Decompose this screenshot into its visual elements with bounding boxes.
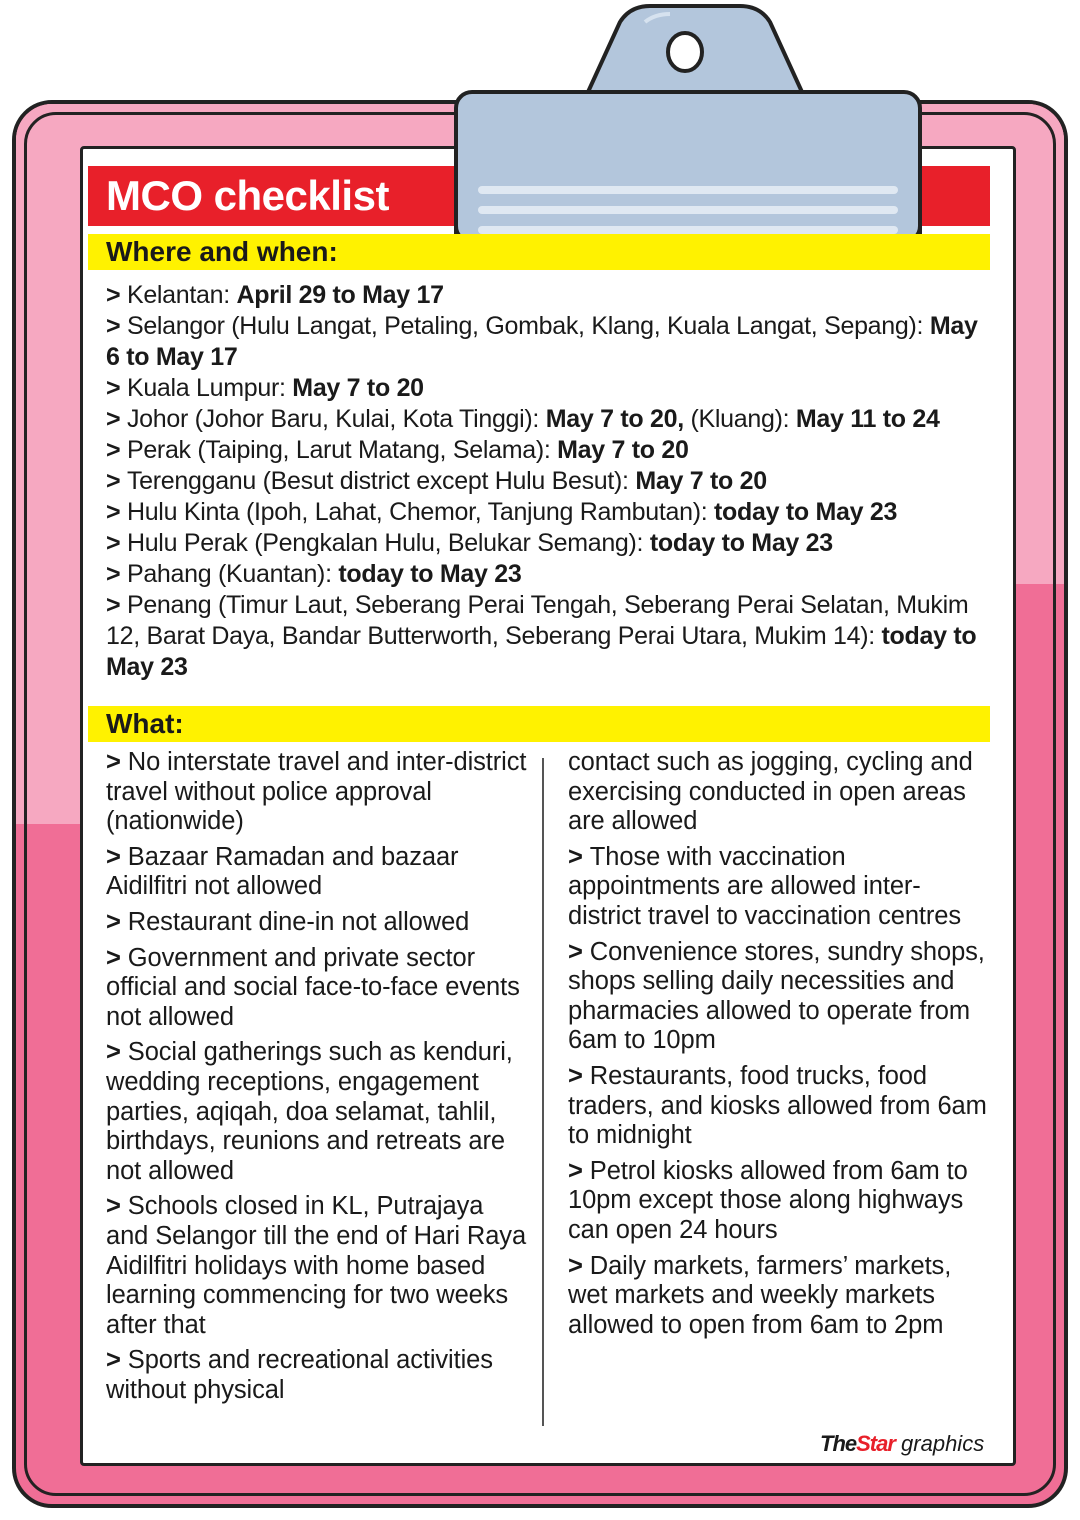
what-item: contact such as jogging, cycling and exercising conducted in open areas are allowed [568, 748, 973, 836]
what-list-left [106, 748, 531, 1411]
where-list [106, 280, 996, 683]
where-item-pahang: > Pahang (Kuantan): today to May 23 [106, 560, 522, 588]
what-item: > Petrol kiosks allowed from 6am to 10pm except those along highways can open 24 hours [568, 1156, 968, 1244]
where-item-terengganu: > Terengganu (Besut district except Hulu Besut): May 7 to 20 [106, 467, 767, 495]
what-item: > Bazaar Ramadan and bazaar Aidilfitri not allowed [106, 842, 459, 901]
where-item-penang: > Penang (Timur Laut, Seberang Perai Tengah, Seberang Perai Selatan, Mukim 12, Barat Daya, Bandar Butterworth, Seberang Perai Utara, Mukim 14): today to May 23 [106, 591, 977, 681]
where-item-kelantan: > Kelantan: April 29 to May 17 [106, 281, 444, 309]
where-item-hulu-kinta: > Hulu Kinta (Ipoh, Lahat, Chemor, Tanjung Rambutan): today to May 23 [106, 498, 898, 526]
what-item: > Social gatherings such as kenduri, wedding receptions, engagement parties, aqiqah, doa selamat, tahlil, birthdays, reunions and retreats are not allowed [106, 1038, 513, 1185]
clipboard-clip-icon [440, 0, 940, 265]
where-item-kuala-lumpur: > Kuala Lumpur: May 7 to 20 [106, 374, 424, 402]
what-item: > Schools closed in KL, Putrajaya and Selangor till the end of Hari Raya Aidilfitri holidays with home based learning commencing for two weeks after that [106, 1192, 527, 1339]
what-item: > Restaurants, food trucks, food traders, and kiosks allowed from 6am to midnight [568, 1061, 987, 1150]
column-divider [542, 758, 544, 1426]
what-item: > Daily markets, farmers’ markets, wet markets and weekly markets allowed to open from 6am to 2pm [568, 1251, 952, 1339]
where-item-hulu-perak: > Hulu Perak (Pengkalan Hulu, Belukar Semang): today to May 23 [106, 529, 833, 557]
what-list-right [568, 748, 993, 1346]
what-item: > Those with vaccination appointments are allowed inter-district travel to vaccination centres [568, 842, 962, 930]
credit-logo [820, 1428, 984, 1460]
where-heading: Where and when: [106, 236, 338, 267]
what-item: > Sports and recreational activities without physical [106, 1346, 493, 1404]
where-item-perak: > Perak (Taiping, Larut Matang, Selama): May 7 to 20 [106, 436, 689, 464]
credit-the: The [820, 1431, 857, 1456]
what-item: > Government and private sector official and social face-to-face events not allowed [106, 943, 520, 1031]
what-heading-bar [88, 706, 990, 742]
what-item: > No interstate travel and inter-district travel without police approval (nationwide) [106, 748, 527, 836]
credit-star: Star [856, 1431, 895, 1456]
board-highlight-left [16, 104, 88, 824]
page-title: MCO checklist [106, 172, 389, 219]
what-heading: What: [106, 708, 184, 739]
where-item-selangor: > Selangor (Hulu Langat, Petaling, Gombak, Klang, Kuala Langat, Sepang): May 6 to May 17 [106, 312, 978, 371]
what-item: > Restaurant dine-in not allowed [106, 907, 470, 936]
what-item: > Convenience stores, sundry shops, shops selling daily necessities and pharmacies allowed to operate from 6am to 10pm [568, 937, 985, 1055]
credit-suffix: graphics [894, 1431, 985, 1456]
where-item-johor: > Johor (Johor Baru, Kulai, Kota Tinggi): May 7 to 20, (Kluang): May 11 to 24 [106, 405, 940, 433]
